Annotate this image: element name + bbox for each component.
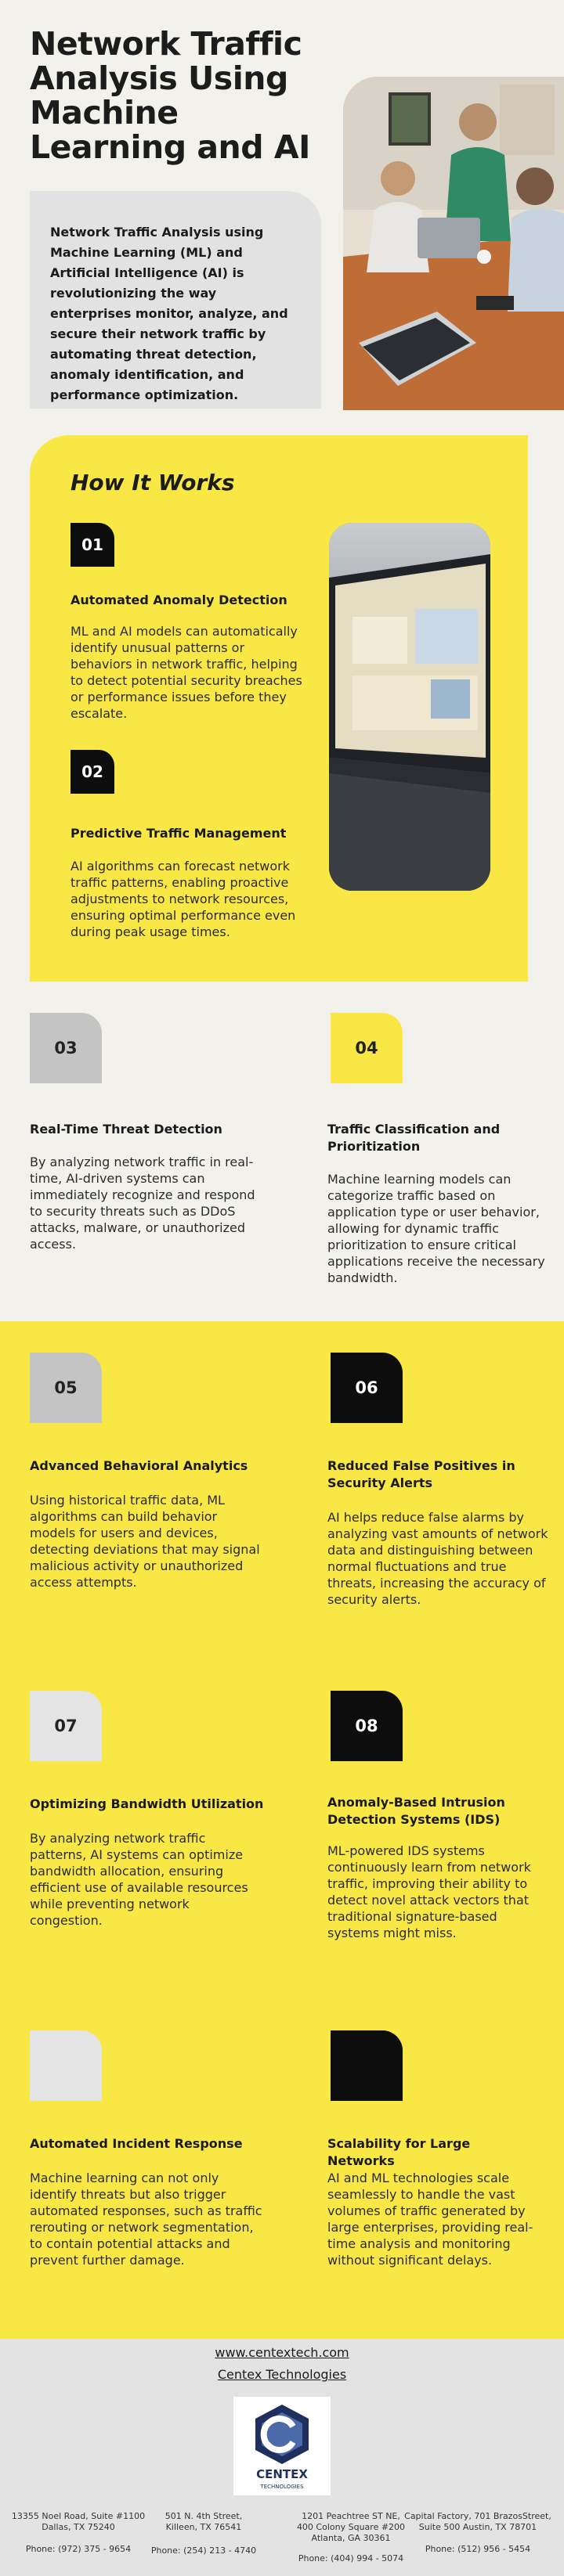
address-line: 1201 Peachtree ST NE,: [302, 2511, 400, 2521]
step-title: Automated Incident Response: [30, 2136, 243, 2151]
step-number-badge: [30, 2030, 102, 2101]
office-phone: Phone: (254) 213 - 4740: [150, 2545, 257, 2556]
step-description: AI algorithms can forecast network traffic patterns, enabling proactive adjustments to network resources, ensuring optimal performance even during peak usage times.: [70, 859, 296, 939]
office-phone: Phone: (512) 956 - 5454: [425, 2544, 531, 2554]
address-line: Killeen, TX 76541: [165, 2522, 242, 2532]
laptop-photo: [329, 523, 490, 891]
office-address-killeen: [133, 2511, 274, 2533]
features-band: [0, 1321, 564, 2339]
step-title: Anomaly-Based Intrusion Detection Systems (IDS): [327, 1795, 505, 1827]
step-title: Traffic Classification and Prioritization: [327, 1122, 501, 1154]
step-title: Predictive Traffic Management: [70, 826, 287, 841]
logo-wordmark: CENTEX: [256, 2467, 308, 2481]
office-address-austin: [400, 2511, 556, 2533]
step-title: Reduced False Positives in Security Alerts: [327, 1458, 515, 1490]
how-it-works-section: [30, 435, 528, 982]
step-description: Using historical traffic data, ML algorithms can build behavior models for users and devices, detecting deviations that may signal malicious activity or unauthorized access attempts.: [30, 1493, 260, 1590]
footer: [0, 2339, 564, 2576]
address-line: Suite 500 Austin, TX 78701: [418, 2522, 537, 2532]
centex-logo-mark: [233, 2397, 331, 2495]
step-number-badge: 08: [331, 1691, 403, 1761]
step-number-badge: [331, 2030, 403, 2101]
how-it-works-heading: How It Works: [70, 470, 235, 495]
page-title: Network Traffic Analysis Using Machine Learning and AI: [30, 25, 310, 166]
step-description: AI helps reduce false alarms by analyzing vast amounts of network data and distinguishing between normal fluctuations and true threats, increasing the accuracy of security alerts.: [327, 1510, 548, 1607]
office-phone: Phone: (972) 375 - 9654: [25, 2544, 132, 2554]
step-number-badge: 01: [70, 523, 114, 567]
step-description: ML and AI models can automatically identify unusual patterns or behaviors in network traffic, helping to detect potential security breaches or performance issues before they escalate.: [70, 624, 302, 721]
step-description: ML-powered IDS systems continuously learn from network traffic, improving their ability to detect novel attack vectors that traditional signature-based systems might miss.: [327, 1843, 531, 1940]
step-number-badge: 07: [30, 1691, 102, 1761]
website-link[interactable]: www.centextech.com: [215, 2345, 349, 2360]
step-number-badge: 05: [30, 1353, 102, 1423]
step-description: By analyzing network traffic in real-time, AI-driven systems can immediately recognize and respond to security threats such as DDoS attacks, malware, or unauthorized access.: [30, 1155, 255, 1252]
address-line: 400 Colony Square #200: [296, 2522, 406, 2532]
office-phone: Phone: (404) 994 - 5074: [298, 2553, 404, 2563]
address-line: 13355 Noel Road, Suite #1100: [11, 2511, 146, 2521]
step-number-badge: 02: [70, 750, 114, 794]
address-line: Dallas, TX 75240: [42, 2522, 115, 2532]
step-title: Scalability for Large Networks: [327, 2136, 471, 2168]
team-photo: [343, 77, 564, 410]
company-logo: [233, 2397, 331, 2495]
team-photo-illustration: [343, 77, 564, 410]
step-number-badge: 04: [331, 1013, 403, 1083]
address-line: 501 N. 4th Street,: [164, 2511, 243, 2521]
address-line: Atlanta, GA 30361: [311, 2533, 391, 2543]
step-title: Optimizing Bandwidth Utilization: [30, 1796, 264, 1811]
step-title: Real-Time Threat Detection: [30, 1122, 222, 1137]
address-line: Capital Factory, 701 BrazosStreet,: [404, 2511, 551, 2521]
intro-text: Network Traffic Analysis using Machine Learning (ML) and Artificial Intelligence (AI) is revolutionizing the way enterprises monitor, analyze, and secure their network traffic by automating threat detection, anomaly identification, and performance optimization.: [30, 191, 321, 409]
company-link[interactable]: Centex Technologies: [217, 2367, 347, 2382]
step-description: AI and ML technologies scale seamlessly to handle the vast volumes of traffic generated by large enterprises, providing real-time analysis and monitoring without significant delays.: [327, 2171, 533, 2268]
step-title: Advanced Behavioral Analytics: [30, 1458, 248, 1473]
step-description: Machine learning can not only identify threats but also trigger automated responses, such as traffic rerouting or network segmentation, to contain potential attacks and prevent further damage.: [30, 2171, 262, 2268]
laptop-photo-illustration: [329, 523, 490, 891]
step-title: Automated Anomaly Detection: [70, 593, 287, 607]
office-address-dallas: [8, 2511, 149, 2533]
step-description: By analyzing network traffic patterns, AI systems can optimize bandwidth allocation, ensuring efficient use of available resources while preventing network congestion.: [30, 1831, 248, 1928]
logo-tagline: TECHNOLOGIES: [260, 2484, 304, 2490]
step-description: Machine learning models can categorize traffic based on application type or user behavior, allowing for dynamic traffic prioritization to ensure critical applications receive the necessary bandwidth.: [327, 1172, 545, 1285]
step-number-badge: 06: [331, 1353, 403, 1423]
step-number-badge: 03: [30, 1013, 102, 1083]
